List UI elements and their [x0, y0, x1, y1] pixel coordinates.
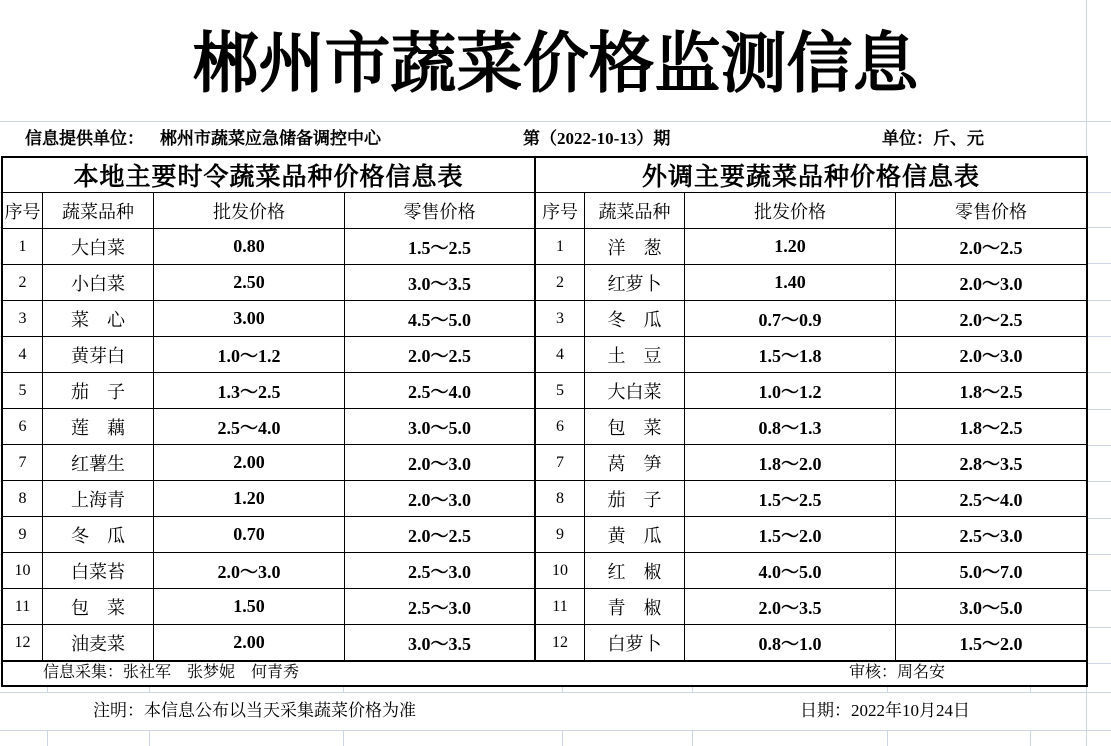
spreadsheet-gridline [343, 730, 344, 746]
retail-price-cell: 1.5～2.0 [959, 633, 1023, 654]
table-row [3, 517, 534, 553]
table-row [3, 301, 534, 337]
vegetable-cell: 大白菜 [43, 229, 154, 264]
serial-cell: 8 [536, 481, 585, 516]
retail-price-cell: 2.0～2.5 [408, 345, 471, 366]
vegetable-cell: 包 菜 [585, 409, 685, 444]
retail-price-cell: 2.5～4.0 [408, 381, 471, 402]
column-header-vegetable: 蔬菜品种 [43, 193, 154, 228]
table-row [3, 373, 534, 409]
wholesale-price-cell: 1.3～2.5 [154, 373, 345, 408]
unit-label: 单位：斤、元 [882, 129, 984, 148]
local-vegetable-price-table [3, 158, 534, 660]
serial-cell: 9 [536, 517, 585, 552]
vegetable-cell: 上海青 [43, 481, 154, 516]
serial-cell: 3 [3, 301, 43, 336]
column-header-retail-price: 零售价格 [403, 201, 476, 222]
serial-cell: 9 [3, 517, 43, 552]
wholesale-price-cell: 1.20 [685, 229, 896, 264]
table-row [536, 589, 1086, 625]
vegetable-cell: 小白菜 [43, 265, 154, 300]
imported-table-header-row [536, 193, 1086, 229]
wholesale-price-cell: 2.0～3.0 [154, 553, 345, 588]
local-table-title: 本地主要时令蔬菜品种价格信息表 [3, 158, 534, 193]
column-header-retail-price: 零售价格 [955, 201, 1027, 222]
retail-price-cell: 3.0～3.5 [408, 273, 471, 294]
vegetable-cell: 大白菜 [585, 373, 685, 408]
serial-cell: 11 [536, 589, 585, 624]
serial-cell: 3 [536, 301, 585, 336]
spreadsheet-gridline [692, 730, 693, 746]
column-header-serial: 序号 [536, 193, 585, 228]
retail-price-cell: 2.0～3.0 [408, 489, 471, 510]
serial-cell: 8 [3, 481, 43, 516]
wholesale-price-cell: 1.20 [154, 481, 345, 516]
spreadsheet-gridline [47, 730, 48, 746]
table-row [536, 553, 1086, 589]
info-provider-label: 信息提供单位： [25, 129, 144, 148]
retail-price-cell: 1.5～2.5 [408, 237, 471, 258]
vegetable-cell: 莲 藕 [43, 409, 154, 444]
vegetable-cell: 茄 子 [585, 481, 685, 516]
wholesale-price-cell: 2.00 [154, 445, 345, 480]
retail-price-cell: 1.8～2.5 [959, 417, 1023, 438]
serial-cell: 7 [3, 445, 43, 480]
serial-cell: 7 [536, 445, 585, 480]
retail-price-cell: 2.0～3.0 [959, 273, 1023, 294]
serial-cell: 11 [3, 589, 43, 624]
vegetable-cell: 莴 笋 [585, 445, 685, 480]
table-row [536, 265, 1086, 301]
vegetable-cell: 红萝卜 [585, 265, 685, 300]
wholesale-price-cell: 1.50 [154, 589, 345, 624]
serial-cell: 12 [3, 625, 43, 660]
table-row [3, 229, 534, 265]
wholesale-price-cell: 2.50 [154, 265, 345, 300]
table-row [536, 409, 1086, 445]
auditor-text: 审核：周名安 [849, 664, 946, 681]
imported-table-body [536, 229, 1086, 660]
retail-price-cell: 2.5～3.0 [408, 561, 471, 582]
vegetable-cell: 菜 心 [43, 301, 154, 336]
vegetable-cell: 油麦菜 [43, 625, 154, 660]
note-row [0, 691, 1111, 731]
serial-cell: 2 [3, 265, 43, 300]
table-row [536, 445, 1086, 481]
wholesale-price-cell: 1.40 [685, 265, 896, 300]
serial-cell: 5 [3, 373, 43, 408]
retail-price-cell: 2.0～2.5 [408, 525, 471, 546]
serial-cell: 1 [3, 229, 43, 264]
retail-price-cell: 2.8～3.5 [959, 453, 1023, 474]
serial-cell: 12 [536, 625, 585, 660]
serial-cell: 4 [536, 337, 585, 372]
serial-cell: 6 [536, 409, 585, 444]
retail-price-cell: 5.0～7.0 [959, 561, 1023, 582]
vegetable-cell: 冬 瓜 [43, 517, 154, 552]
serial-cell: 10 [3, 553, 43, 588]
table-row [3, 553, 534, 589]
vegetable-cell: 红薯生 [43, 445, 154, 480]
table-row [536, 337, 1086, 373]
wholesale-price-cell: 1.8～2.0 [685, 445, 896, 480]
wholesale-price-cell: 1.5～1.8 [685, 337, 896, 372]
wholesale-price-cell: 0.70 [154, 517, 345, 552]
vegetable-cell: 包 菜 [43, 589, 154, 624]
tables-row [3, 158, 1086, 660]
vegetable-cell: 黄芽白 [43, 337, 154, 372]
issue-number: 第（2022-10-13）期 [523, 129, 671, 148]
wholesale-price-cell: 1.0～1.2 [154, 337, 345, 372]
wholesale-price-cell: 1.0～1.2 [685, 373, 896, 408]
vegetable-cell: 白菜苔 [43, 553, 154, 588]
table-row [536, 517, 1086, 553]
info-provider [25, 121, 381, 157]
retail-price-cell: 2.0～2.5 [959, 309, 1023, 330]
table-row [3, 625, 534, 660]
serial-cell: 6 [3, 409, 43, 444]
column-header-wholesale-price: 批发价格 [685, 193, 896, 228]
retail-price-cell: 2.0～3.0 [959, 345, 1023, 366]
imported-vegetable-price-table [534, 158, 1086, 660]
price-tables [1, 156, 1088, 687]
table-row [536, 301, 1086, 337]
wholesale-price-cell: 0.8～1.0 [685, 625, 896, 660]
table-row [3, 481, 534, 517]
table-row [3, 589, 534, 625]
table-row [3, 265, 534, 301]
wholesale-price-cell: 2.5～4.0 [154, 409, 345, 444]
retail-price-cell: 3.0～3.5 [408, 633, 471, 654]
table-row [3, 409, 534, 445]
info-row [0, 121, 1087, 156]
table-row [536, 229, 1086, 265]
vegetable-cell: 土 豆 [585, 337, 685, 372]
imported-table-title: 外调主要蔬菜品种价格信息表 [536, 158, 1086, 193]
local-table-body [3, 229, 534, 660]
table-row [536, 625, 1086, 660]
spreadsheet-gridline [887, 730, 888, 746]
wholesale-price-cell: 3.00 [154, 301, 345, 336]
vegetable-cell: 冬 瓜 [585, 301, 685, 336]
wholesale-price-cell: 0.80 [154, 229, 345, 264]
serial-cell: 2 [536, 265, 585, 300]
serial-cell: 1 [536, 229, 585, 264]
note-text: 注明：本信息公布以当天采集蔬菜价格为准 [93, 701, 416, 720]
wholesale-price-cell: 4.0～5.0 [685, 553, 896, 588]
retail-price-cell: 4.5～5.0 [408, 309, 471, 330]
column-header-serial: 序号 [3, 193, 43, 228]
retail-price-cell: 2.5～3.0 [959, 525, 1023, 546]
wholesale-price-cell: 2.0～3.5 [685, 589, 896, 624]
info-provider-name: 郴州市蔬菜应急储备调控中心 [160, 129, 381, 148]
vegetable-cell: 洋 葱 [585, 229, 685, 264]
serial-cell: 4 [3, 337, 43, 372]
wholesale-price-cell: 2.00 [154, 625, 345, 660]
table-row [536, 481, 1086, 517]
vegetable-cell: 黄 瓜 [585, 517, 685, 552]
serial-cell: 5 [536, 373, 585, 408]
date-text: 日期：2022年10月24日 [800, 701, 970, 720]
column-header-wholesale-price: 批发价格 [154, 193, 345, 228]
retail-price-cell: 1.8～2.5 [959, 381, 1023, 402]
retail-price-cell: 2.0～3.0 [408, 453, 471, 474]
table-row [3, 337, 534, 373]
page-title: 郴州市蔬菜价格监测信息 [192, 28, 919, 101]
wholesale-price-cell: 1.5～2.0 [685, 517, 896, 552]
serial-cell: 10 [536, 553, 585, 588]
vegetable-cell: 茄 子 [43, 373, 154, 408]
spreadsheet-gridline [149, 730, 150, 746]
table-row [536, 373, 1086, 409]
spreadsheet-gridline [1030, 730, 1031, 746]
vegetable-cell: 白萝卜 [585, 625, 685, 660]
retail-price-cell: 2.5～3.0 [408, 597, 471, 618]
collectors-row [3, 660, 1086, 685]
spreadsheet-gridline [562, 730, 563, 746]
retail-price-cell: 2.5～4.0 [959, 489, 1023, 510]
column-header-vegetable: 蔬菜品种 [585, 193, 685, 228]
vegetable-cell: 青 椒 [585, 589, 685, 624]
wholesale-price-cell: 0.7～0.9 [685, 301, 896, 336]
retail-price-cell: 3.0～5.0 [959, 597, 1023, 618]
local-table-header-row [3, 193, 534, 229]
wholesale-price-cell: 0.8～1.3 [685, 409, 896, 444]
retail-price-cell: 2.0～2.5 [959, 237, 1023, 258]
table-row [3, 445, 534, 481]
vegetable-cell: 红 椒 [585, 553, 685, 588]
retail-price-cell: 3.0～5.0 [408, 417, 471, 438]
collectors-text: 信息采集：张社军 张梦妮 何青秀 [43, 664, 300, 681]
wholesale-price-cell: 1.5～2.5 [685, 481, 896, 516]
